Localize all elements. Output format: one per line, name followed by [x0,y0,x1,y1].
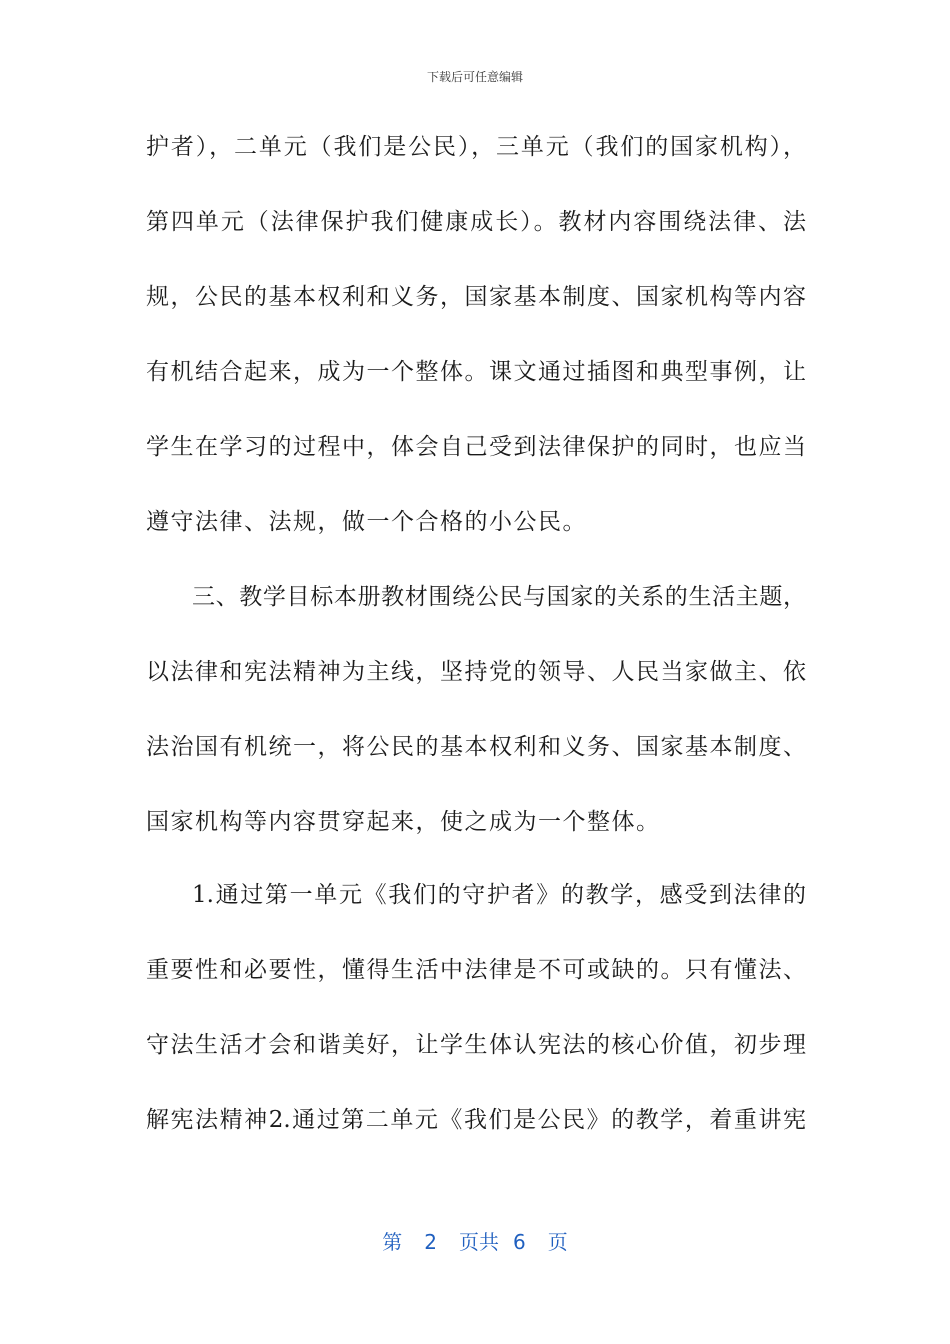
text-line: 有机结合起来，成为一个整体。课文通过插图和典型事例，让 [146,359,806,385]
text-line: 学生在学习的过程中，体会自己受到法律保护的同时，也应当 [146,434,806,460]
text-line: 护者），二单元（我们是公民），三单元（我们的国家机构）， [146,134,806,160]
footer-prefix: 第 [382,1230,403,1254]
text-line: 三、教学目标本册教材围绕公民与国家的关系的生活主题， [192,584,806,610]
page-footer [0,1226,950,1255]
footer-total-pages: 6 [513,1230,526,1254]
text-line: 国家机构等内容贯穿起来，使之成为一个整体。 [146,809,661,835]
text-line: 规，公民的基本权利和义务，国家基本制度、国家机构等内容 [146,284,806,310]
text-line: 1.通过第一单元《我们的守护者》的教学，感受到法律的 [192,882,806,908]
text-line: 重要性和必要性，懂得生活中法律是不可或缺的。只有懂法、 [146,957,806,983]
header-note: 下载后可任意编辑 [426,70,523,84]
text-line: 守法生活才会和谐美好，让学生体认宪法的核心价值，初步理 [146,1032,806,1058]
footer-middle: 页共 [459,1230,499,1254]
text-line: 以法律和宪法精神为主线，坚持党的领导、人民当家做主、依 [146,659,806,685]
footer-suffix: 页 [547,1230,568,1254]
text-line: 遵守法律、法规，做一个合格的小公民。 [146,509,587,535]
footer-page-number: 2 [424,1230,437,1254]
text-line: 法治国有机统一，将公民的基本权利和义务、国家基本制度、 [146,734,806,760]
text-line: 解宪法精神2.通过第二单元《我们是公民》的教学，着重讲宪 [146,1107,806,1133]
text-line: 第四单元（法律保护我们健康成长）。教材内容围绕法律、法 [146,209,806,235]
